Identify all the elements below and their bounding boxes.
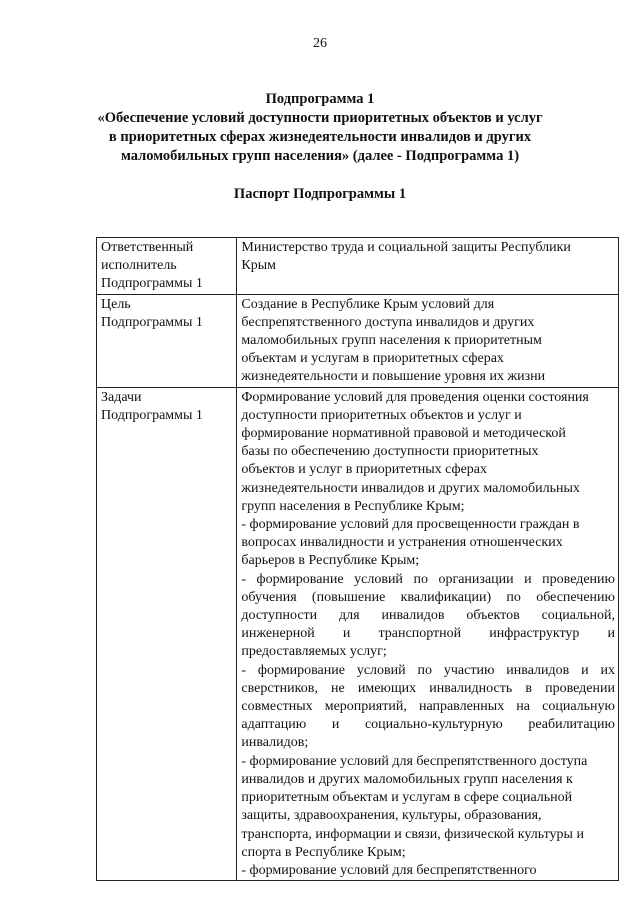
row-value-line: инвалидов; — [241, 735, 309, 751]
row-value-line: беспрепятственного доступа инвалидов и других — [241, 314, 535, 330]
row-label-cell — [97, 387, 237, 880]
row-value-line: сверстников, не имеющих инвалидность в проведении — [241, 680, 615, 696]
row-label-line: Задачи — [101, 389, 142, 405]
page-number: 26 — [313, 36, 327, 51]
row-value-line: Формирование условий для проведения оценки состояния — [241, 389, 589, 405]
row-label-line: Цель — [101, 296, 131, 312]
table-row — [97, 238, 619, 295]
row-value-line: инженерной и транспортной инфраструктур и — [241, 626, 615, 642]
row-value-line: формирование нормативной правовой и методической — [241, 426, 566, 442]
row-label-line: Подпрограммы 1 — [101, 276, 203, 292]
row-value-line: - формирование условий по участию инвалидов и их — [241, 662, 615, 678]
row-value-line: вопросах инвалидности и устранения отношенческих — [241, 535, 563, 551]
row-value-line: Министерство труда и социальной защиты Республики — [241, 240, 571, 255]
row-value-line: адаптацию и социально-культурную реабилитацию — [241, 717, 615, 733]
row-value-line: обучения (повышение квалификации) по обеспечению — [241, 589, 615, 605]
table-row — [97, 294, 619, 387]
row-label-line: Подпрограммы 1 — [101, 407, 203, 423]
heading-line: маломобильных групп населения» (далее - Подпрограмма 1) — [120, 148, 520, 164]
row-value-line: доступности приоритетных объектов и услуг и — [241, 407, 522, 423]
row-label-cell — [97, 238, 237, 295]
row-value-line: совместных мероприятий, направленных на социальную — [241, 699, 615, 715]
row-value-line: базы по обеспечению доступности приоритетных — [241, 444, 539, 460]
row-value-line: Создание в Республике Крым условий для — [241, 296, 495, 312]
row-value-line: приоритетным объектам и услугам в сфере социальной — [241, 790, 573, 806]
row-value-line: - формирование условий для беспрепятственного — [241, 862, 537, 878]
row-value-cell — [237, 238, 619, 295]
row-value-line: Крым — [241, 258, 276, 274]
row-value-line: спорта в Республике Крым; — [241, 844, 406, 860]
row-label-line: исполнитель — [101, 258, 177, 274]
heading-line: в приоритетных сферах жизнедеятельности инвалидов и других — [108, 129, 532, 145]
subprogram-heading — [60, 90, 580, 166]
row-value-line: предоставляемых услуг; — [241, 644, 387, 660]
row-value-line: защиты, здравоохранения, культуры, образования, — [241, 808, 542, 824]
table-row — [97, 387, 619, 880]
row-value-line: барьеров в Республике Крым; — [241, 553, 420, 569]
row-value-line: объектам и услугам в приоритетных сферах — [241, 351, 504, 367]
row-label-cell — [97, 294, 237, 387]
row-value-line: групп населения в Республике Крым; — [241, 498, 465, 514]
passport-title: Паспорт Подпрограммы 1 — [233, 186, 407, 202]
heading-line: «Обеспечение условий доступности приоритетных объектов и услуг — [97, 110, 543, 126]
row-value-line: инвалидов и других маломобильных групп населения к — [241, 771, 573, 787]
row-value-line: - формирование условий для беспрепятственного доступа — [241, 753, 588, 769]
row-value-line: - формирование условий по организации и проведению — [241, 571, 615, 587]
row-value-line: доступности для инвалидов объектов социальной, — [241, 608, 615, 624]
row-value-line: - формирование условий для просвещенности граждан в — [241, 517, 580, 533]
row-value-line: объектов и услуг в приоритетных сферах — [241, 462, 488, 478]
passport-table-body — [97, 238, 619, 881]
row-value-line: жизнедеятельности инвалидов и других маломобильных — [241, 480, 580, 496]
row-value-cell — [237, 294, 619, 387]
heading-line: Подпрограмма 1 — [265, 91, 375, 107]
row-value-line: жизнедеятельности и повышение уровня их жизни — [241, 369, 546, 385]
passport-table — [96, 237, 619, 881]
row-label-line: Подпрограммы 1 — [101, 314, 203, 330]
row-label-line: Ответственный — [101, 240, 194, 255]
row-value-line: маломобильных групп населения к приоритетным — [241, 333, 542, 349]
row-value-line: транспорта, информации и связи, физической культуры и — [241, 826, 584, 842]
row-value-cell — [237, 387, 619, 880]
